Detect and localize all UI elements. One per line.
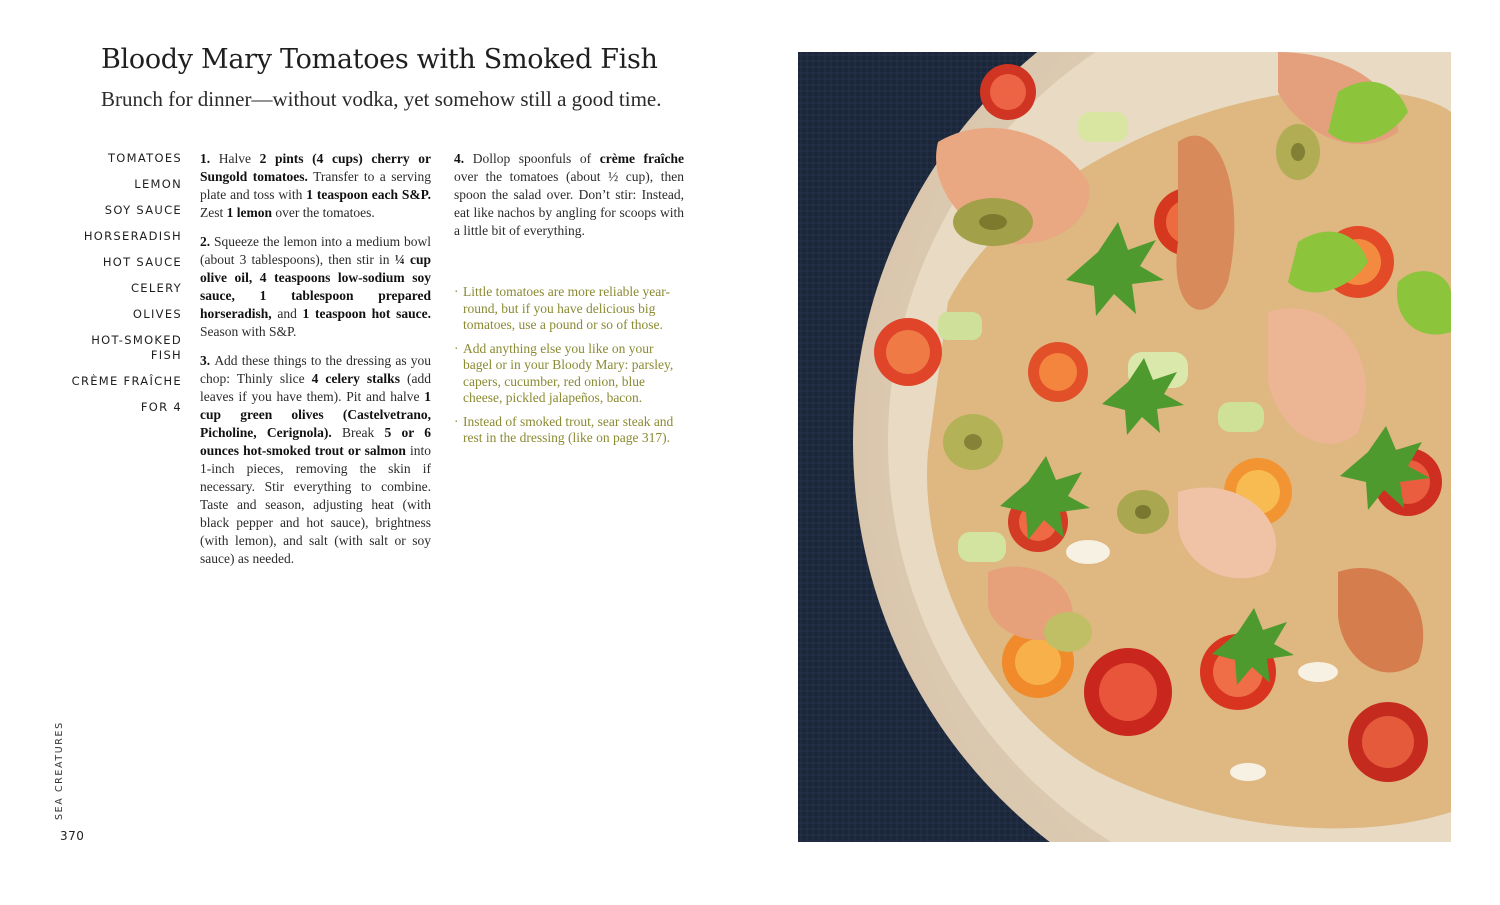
step-emphasis: 1 teaspoon each S&P. bbox=[306, 187, 431, 202]
ingredient-item: OLIVES bbox=[132, 307, 182, 321]
recipe-title: Bloody Mary Tomatoes with Smoked Fish bbox=[101, 44, 658, 75]
step-emphasis: 1 lemon bbox=[226, 205, 272, 220]
ingredient-item: CELERY bbox=[130, 281, 182, 295]
bullet-icon: · bbox=[454, 284, 459, 299]
step-emphasis: crème fraîche bbox=[599, 151, 685, 166]
ingredient-item: TOMATOES bbox=[107, 151, 182, 165]
step-emphasis: 1 cup green olives (Castelvetrano, Picholine, Cerignola). bbox=[200, 389, 431, 440]
ingredient-item: HORSERADISH bbox=[83, 229, 182, 243]
step-number: 2. bbox=[200, 234, 215, 249]
step-emphasis: 4 celery stalks bbox=[311, 371, 400, 386]
bullet-icon: · bbox=[454, 340, 459, 356]
section-label: SEA CREATURES bbox=[54, 721, 65, 820]
dish-photo bbox=[798, 52, 1451, 842]
ingredient-item: HOT SAUCE bbox=[102, 255, 182, 269]
tip-text: Add anything else you like on your bagel or in your Bloody Mary: parsley, capers, cucumber, red onion, blue cheese, pickled jalapeños, bacon. bbox=[463, 340, 674, 405]
recipe-step: 1. Halve 2 pints (4 cups) cherry or Sungold tomatoes. Transfer to a serving plate and toss with 1 teaspoon each S&P. Zest 1 lemon over the tomatoes. bbox=[200, 151, 432, 220]
page-number: 370 bbox=[60, 829, 85, 843]
recipe-step: 2. Squeeze the lemon into a medium bowl (about 3 tablespoons), then stir in ¼ cup olive oil, 4 teaspoons low-sodium soy sauce, 1 tablespoon prepared horseradish, and 1 teaspoon hot sauce. Season with S&P. bbox=[200, 234, 432, 339]
recipe-subtitle: Brunch for dinner—without vodka, yet somehow still a good time. bbox=[101, 87, 662, 111]
ingredient-item: LEMON bbox=[134, 177, 182, 191]
recipe-step: 3. Add these things to the dressing as you chop: Thinly slice 4 celery stalks (add leaves if you have them). Pit and halve 1 cup green olives (Castelvetrano, Picholine, Cerignola). Break 5 or 6 ounces hot-smoked trout or salmon into 1-inch pieces, removing the skin if necessary. Stir everything to combine. Taste and season, adjusting heat (with black pepper and hot sauce), brightness (with lemon), and salt (with salt or soy sauce) as needed. bbox=[200, 353, 432, 566]
step-number: 4. bbox=[454, 151, 473, 166]
ingredient-list bbox=[60, 151, 182, 426]
step-emphasis: ¼ cup olive oil, 4 teaspoons low-sodium soy sauce, 1 tablespoon prepared horseradish, bbox=[200, 252, 431, 321]
salad-plate-illustration bbox=[798, 52, 1451, 842]
step-emphasis: 5 or 6 ounces hot-smoked trout or salmon bbox=[200, 425, 432, 458]
recipe-step: 4. Dollop spoonfuls of crème fraîche over the tomatoes (about ½ cup), then spoon the salad over. Don’t stir: Instead, eat like nachos by angling for scoops with a little bit of everything. bbox=[454, 151, 685, 238]
tips-list bbox=[454, 284, 684, 454]
steps-column-left bbox=[200, 150, 431, 579]
steps-column-right bbox=[454, 150, 684, 251]
step-number: 1. bbox=[200, 151, 219, 166]
tip-item bbox=[454, 341, 684, 407]
ingredient-item: HOT-SMOKED FISH bbox=[91, 333, 182, 362]
step-emphasis: 1 teaspoon hot sauce. bbox=[302, 306, 431, 321]
tip-text: Little tomatoes are more reliable year-round, but if you have delicious big tomatoes, use a pound or so of those. bbox=[463, 284, 671, 332]
ingredient-item: CRÈME FRAÎCHE bbox=[71, 374, 182, 388]
tip-item bbox=[454, 284, 684, 334]
bullet-icon: · bbox=[454, 413, 459, 429]
serves-label: FOR 4 bbox=[140, 400, 182, 414]
step-emphasis: 2 pints (4 cups) cherry or Sungold tomatoes. bbox=[200, 151, 432, 184]
tip-text: Instead of smoked trout, sear steak and rest in the dressing (like on page 317). bbox=[463, 413, 674, 445]
ingredient-item: SOY SAUCE bbox=[104, 203, 182, 217]
step-number: 3. bbox=[200, 353, 215, 368]
tip-item bbox=[454, 414, 684, 447]
